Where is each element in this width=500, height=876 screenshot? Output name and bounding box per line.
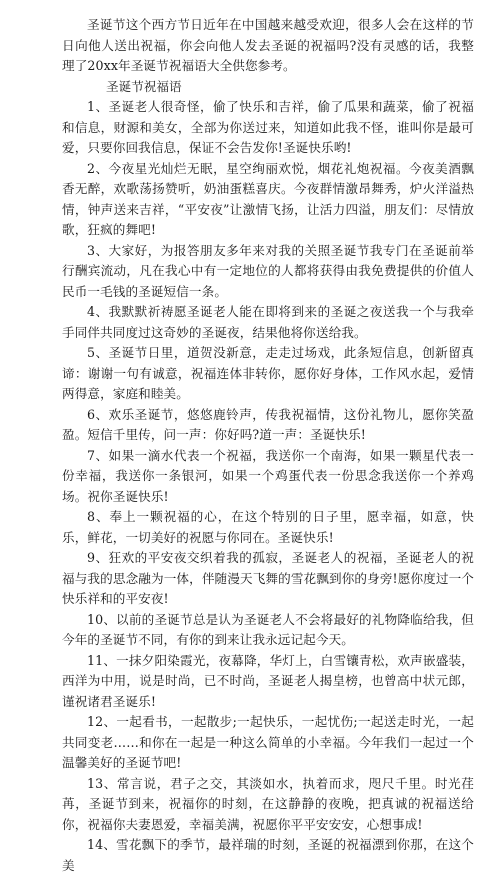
blessing-list xyxy=(62,97,474,876)
list-item: 9、狂欢的平安夜交织着我的孤寂，圣诞老人的祝福，圣诞老人的祝福与我的思念融为一体，伴随漫天飞舞的雪花飘到你的身旁!愿你度过一个快乐祥和的平安夜! xyxy=(62,550,474,606)
list-item: 7、如果一滴水代表一个祝福，我送你一个南海，如果一颗星代表一份幸福，我送你一条银河，如果一个鸡蛋代表一份思念我送你一个养鸡场。祝你圣诞快乐! xyxy=(62,447,474,504)
list-item: 3、大家好，为报答朋友多年来对我的关照圣诞节我专门在圣诞前举行酬宾流动，凡在我心中有一定地位的人都将获得由我免费提供的价值人民币一毛钱的圣诞短信一条。 xyxy=(62,242,474,299)
list-item: 5、圣诞节日里，道贺没新意，走走过场戏，此条短信息，创新留真谛：谢谢一句有诚意，祝福连体非转你，愿你好身体，工作风水起，爱情两得意，家庭和睦美。 xyxy=(62,345,474,401)
section-heading: 圣诞节祝福语 xyxy=(106,78,182,94)
list-item: 12、一起看书，一起散步;一起快乐，一起忧伤;一起送走时光，一起共同变老……和你在一起是一种这么简单的小幸福。今年我们一起过一个温馨美好的圣诞节吧! xyxy=(62,714,474,770)
list-item: 14、雪花飘下的季节，最祥瑞的时刻，圣诞的祝福漂到你那，在这个美 xyxy=(62,837,474,873)
list-item: 6、欢乐圣诞节，悠悠鹿铃声，传我祝福情，这份礼物儿，愿你笑盈盈。短信千里传，问一声：你好吗?道一声：圣诞快乐! xyxy=(62,406,474,442)
list-item: 13、常言说，君子之交，其淡如水，执着而求，咫尺千里。时光荏苒，圣诞节到来，祝福你的时刻，在这静静的夜晚，把真诚的祝福送给你，祝福你夫妻恩爱，幸福美满，祝愿你平平安安安，心想事成! xyxy=(62,775,474,832)
list-item: 11、一抹夕阳染霞光，夜幕降，华灯上，白雪镶青松，欢声嵌盛装，西洋为中用，说是时尚，已不时尚，圣诞老人揭皇榜，也曾高中状元郎，谨祝诸君圣诞乐! xyxy=(62,652,474,709)
intro-paragraph: 圣诞节这个西方节日近年在中国越来越受欢迎，很多人会在这样的节日向他人送出祝福，你会向他人发去圣诞的祝福吗?没有灵感的话，我整理了20xx年圣诞节祝福语大全供您参考。 xyxy=(62,17,474,73)
list-item: 4、我默默祈祷愿圣诞老人能在即将到来的圣诞之夜送我一个与我牵手同伴共同度过这奇妙的圣诞夜，结果他将你送给我。 xyxy=(62,304,474,340)
list-item: 10、以前的圣诞节总是认为圣诞老人不会将最好的礼物降临给我，但今年的圣诞节不同，有你的到来让我永远记起今天。 xyxy=(62,611,474,647)
list-item: 2、今夜星光灿烂无眠，星空绚丽欢悦，烟花礼炮祝福。今夜美酒飘香无醉，欢歌荡扬赞听，奶油蛋糕喜庆。今夜群情激昂舞秀，炉火洋溢热情，钟声送来吉祥，“平安夜”让激情飞扬，让活力四溢，朋友们：尽情放歌，狂疯的舞吧! xyxy=(62,160,474,237)
list-item: 8、奉上一颗祝福的心，在这个特别的日子里，愿幸福，如意，快乐，鲜花，一切美好的祝愿与你同在。圣诞快乐! xyxy=(62,509,474,545)
list-item: 1、圣诞老人很奇怪，偷了快乐和吉祥，偷了瓜果和蔬菜，偷了祝福和信息，财源和美女，全部为你送过来，知道如此我不怪，谁叫你是最可爱，只要你回我信息，保证不会告发你!圣诞快乐哟! xyxy=(62,99,474,155)
